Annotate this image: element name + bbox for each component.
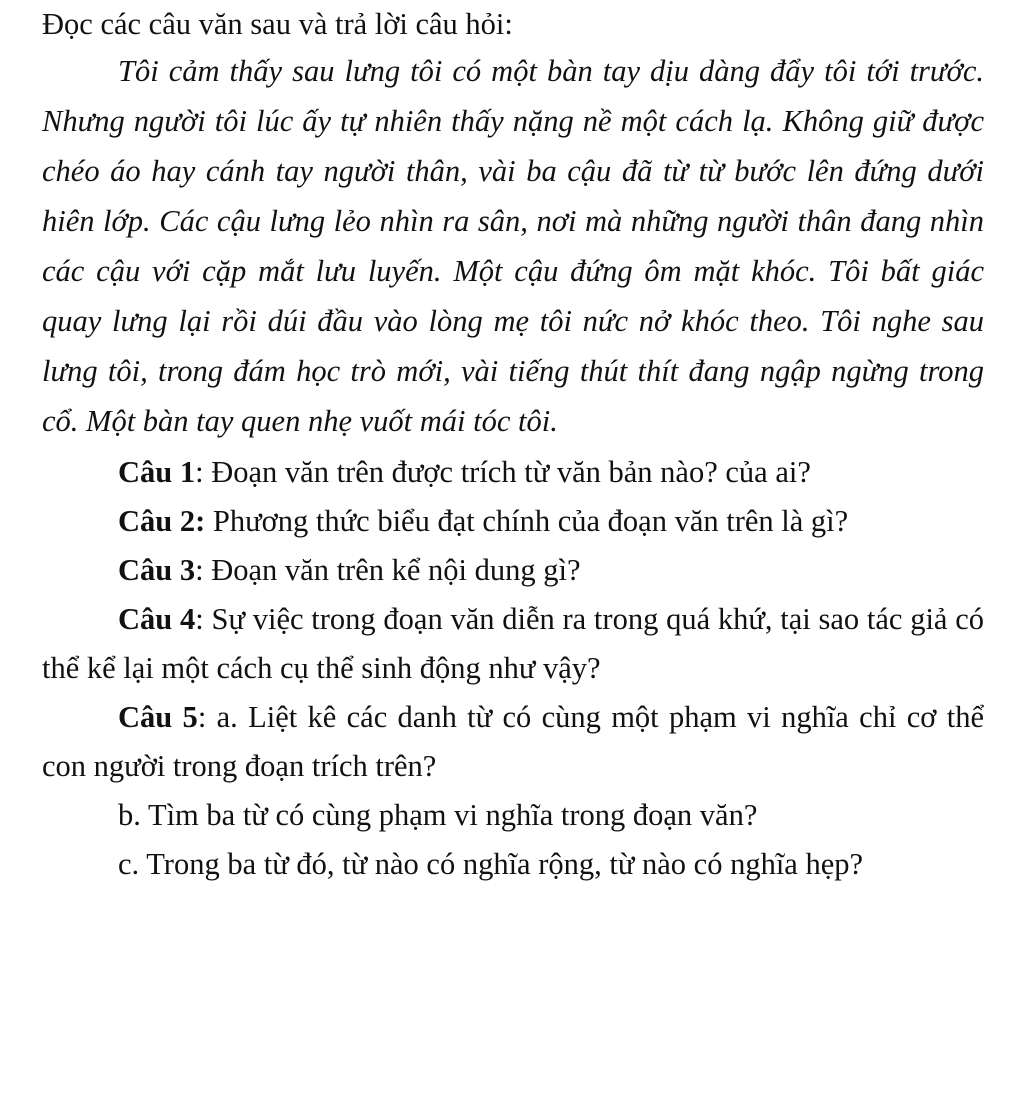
question-1-separator: : xyxy=(195,455,204,489)
question-5-part-c: c. Trong ba từ đó, từ nào có nghĩa rộng, từ nào có nghĩa hẹp? xyxy=(118,847,864,881)
question-1-label: Câu 1 xyxy=(118,455,196,489)
question-5-text: a. Liệt kê các danh từ có cùng một phạm vi nghĩa chỉ cơ thể con người trong đoạn trích trên? xyxy=(42,700,984,783)
question-4 xyxy=(42,595,984,693)
question-2-label: Câu 2: xyxy=(118,504,206,538)
question-5 xyxy=(42,693,984,791)
question-2-text: Phương thức biểu đạt chính của đoạn văn trên là gì? xyxy=(205,504,849,538)
question-1-text: Đoạn văn trên được trích từ văn bản nào? của ai? xyxy=(203,455,811,489)
question-4-separator: : xyxy=(195,602,204,636)
question-2 xyxy=(42,497,984,546)
question-4-label: Câu 4 xyxy=(118,602,196,636)
question-3-text: Đoạn văn trên kể nội dung gì? xyxy=(203,553,581,587)
reading-passage: Tôi cảm thấy sau lưng tôi có một bàn tay dịu dàng đẩy tôi tới trước. Nhưng người tôi lúc ấy tự nhiên thấy nặng nề một cách lạ. Không giữ được chéo áo hay cánh tay người thân, vài ba cậu đã từ từ bước lên đứng dưới hiên lớp. Các cậu lưng lẻo nhìn ra sân, nơi mà những người thân đang nhìn các cậu với cặp mắt lưu luyến. Một cậu đứng ôm mặt khóc. Tôi bất giác quay lưng lại rồi dúi đầu vào lòng mẹ tôi nức nở khóc theo. Tôi nghe sau lưng tôi, trong đám học trò mới, vài tiếng thút thít đang ngập ngừng trong cổ. Một bàn tay quen nhẹ vuốt mái tóc tôi. xyxy=(42,54,984,438)
question-1 xyxy=(42,448,984,497)
question-3 xyxy=(42,546,984,595)
question-5-separator: : xyxy=(197,700,207,734)
question-list xyxy=(42,448,984,889)
question-3-separator: : xyxy=(195,553,204,587)
question-3-label: Câu 3 xyxy=(118,553,196,587)
question-4-text: Sự việc trong đoạn văn diễn ra trong quá khứ, tại sao tác giả có thể kể lại một cách cụ thể sinh động như vậy? xyxy=(42,602,984,685)
instruction-heading: Đọc các câu văn sau và trả lời câu hỏi: xyxy=(42,7,513,41)
question-5-label: Câu 5 xyxy=(118,700,198,734)
question-5-part-b: b. Tìm ba từ có cùng phạm vi nghĩa trong đoạn văn? xyxy=(118,798,758,832)
